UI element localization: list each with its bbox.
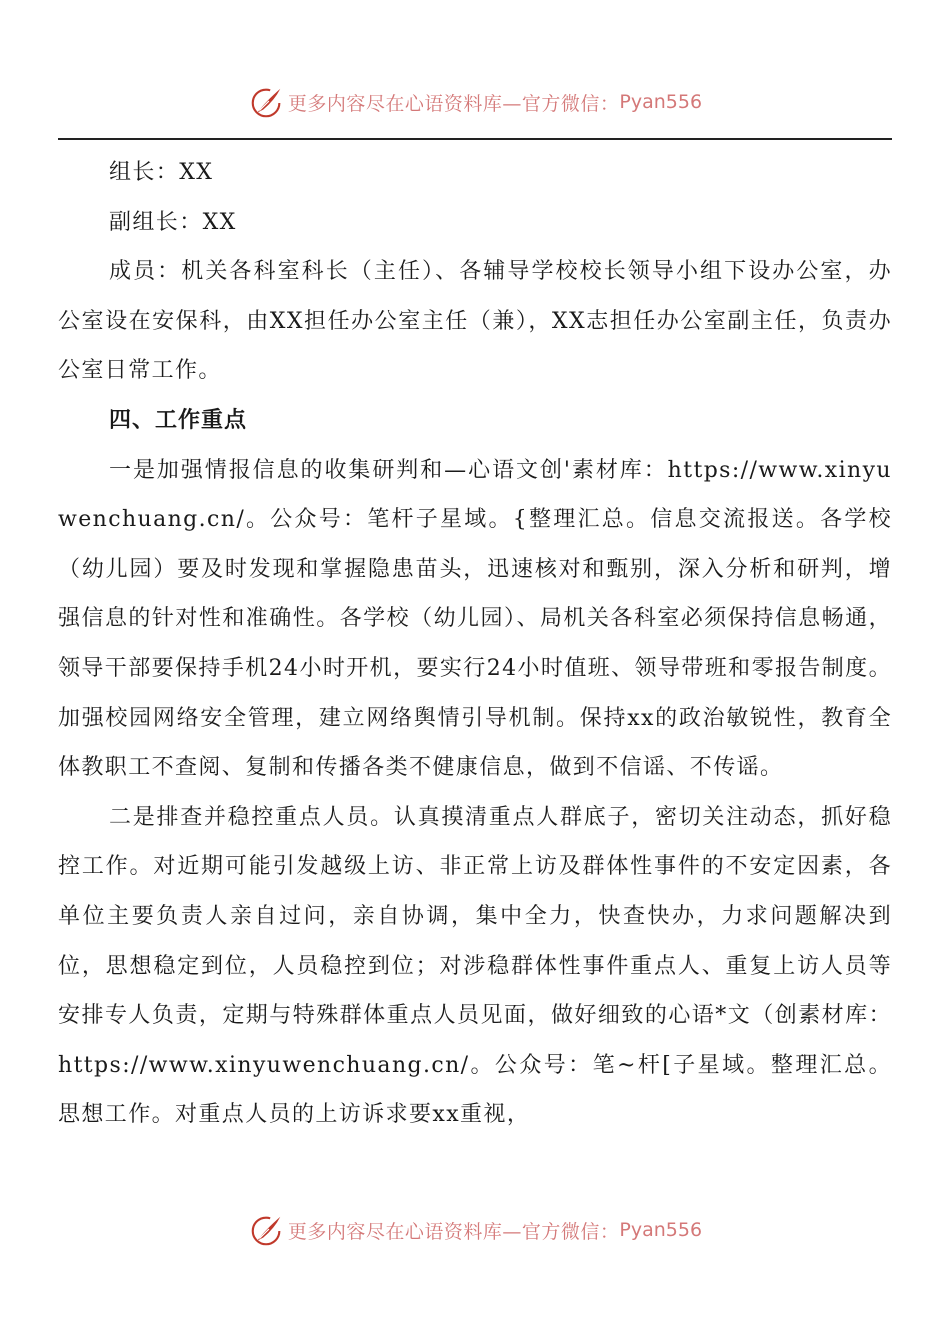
quill-logo-icon: [248, 1211, 286, 1249]
quill-logo-icon: [248, 83, 286, 121]
members-paragraph: 成员：机关各科室科长（主任）、各辅导学校校长领导小组下设办公室，办公室设在安保科，由XX担任办公室主任（兼），XX志担任办公室副主任，负责办公室日常工作。: [58, 259, 892, 384]
banner-wechat-id: Pyan556: [619, 91, 703, 113]
header-divider: [58, 138, 892, 140]
section-heading: 四、工作重点: [109, 407, 248, 433]
footer-banner: [0, 1208, 950, 1252]
paragraph-1: 一是加强情报信息的收集研判和—心语文创'素材库：https://www.xinyuwenchuang.cn/。公众号：笔杆子星域。{整理汇总。信息交流报送。各学校（幼儿园）要及时发现和掌握隐患苗头，迅速核对和甄别，深入分析和研判，增强信息的针对性和准确性。各学校（幼儿园）、局机关各科室必须保持信息畅通，领导干部要保持手机24小时开机，要实行24小时值班、领导带班和零报告制度。加强校园网络安全管理，建立网络舆情引导机制。保持xx的政治敏锐性，教育全体教职工不查阅、复制和传播各类不健康信息，做到不信谣、不传谣。: [58, 457, 892, 781]
banner-text: 更多内容尽在心语资料库—官方微信：: [287, 92, 620, 115]
header-banner: [0, 80, 950, 124]
deputy-line: 副组长：XX: [109, 209, 237, 235]
paragraph-2: 二是排查并稳控重点人员。认真摸清重点人群底子，密切关注动态，抓好稳控工作。对近期可能引发越级上访、非正常上访及群体性事件的不安定因素，各单位主要负责人亲自过问，亲自协调，集中全力，快查快办，力求问题解决到位，思想稳定到位，人员稳控到位；对涉稳群体性事件重点人、重复上访人员等安排专人负责，定期与特殊群体重点人员见面，做好细致的心语*文（创素材库：https://www.xinyuwenchuang.cn/。公众号：笔~杆[子星域。整理汇总。思想工作。对重点人员的上访诉求要xx重视，: [58, 804, 892, 1128]
leader-line: 组长：XX: [109, 160, 214, 185]
banner-wechat-id: Pyan556: [619, 1219, 703, 1241]
document-body: [58, 148, 892, 1140]
banner-text: 更多内容尽在心语资料库—官方微信：: [287, 1220, 620, 1243]
